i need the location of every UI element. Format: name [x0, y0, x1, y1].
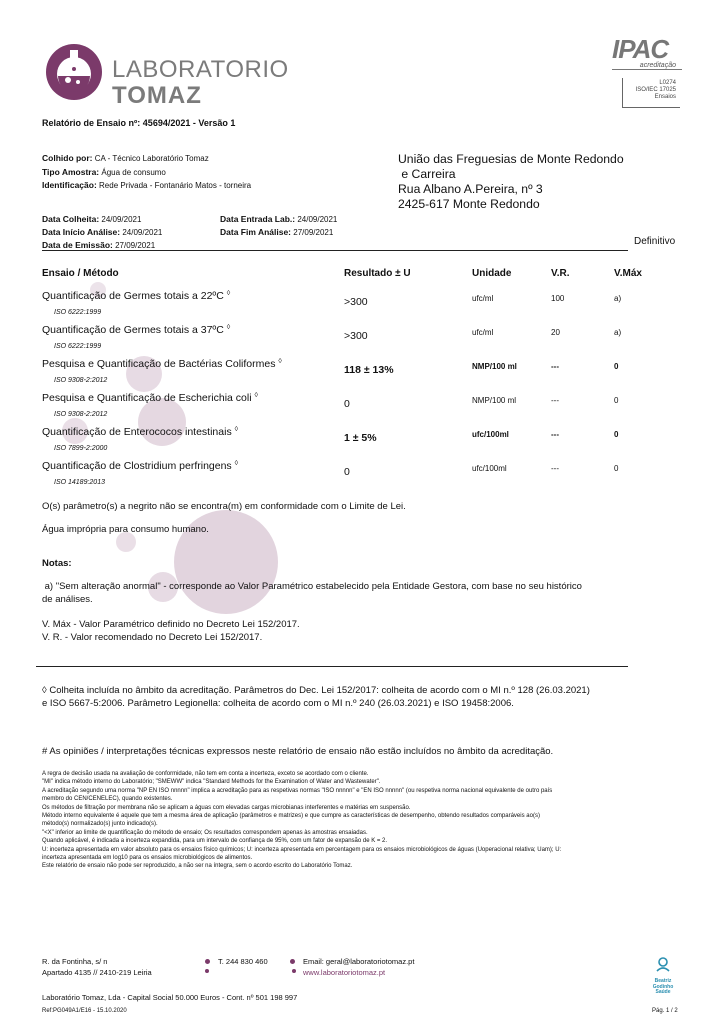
row-parameter — [42, 290, 230, 302]
start-date: 24/09/2021 — [122, 228, 163, 237]
note-vr: V. R. - Valor recomendado no Decreto Lei 152/2017. — [42, 632, 263, 643]
row-result: >300 — [344, 296, 368, 308]
fine-print-line: incerteza apresentada em log10 para os ensaios microbiológicos de alimentos. — [42, 855, 253, 862]
client-line1: União das Freguesias de Monte Redondo — [398, 152, 624, 166]
row-unit: ufc/ml — [472, 294, 494, 303]
table-row — [0, 392, 724, 426]
note-a-line2: de análises. — [42, 594, 93, 605]
fine-print-line: Este relatório de ensaio não pode ser reproduzido, a não ser na íntegra, sem o acordo escrito do Laboratório Tomaz. — [42, 863, 353, 870]
note-a — [42, 580, 632, 606]
collection-date-label: Data Colheita: — [42, 214, 100, 224]
water-verdict: Água imprópria para consumo humano. — [42, 524, 209, 535]
address-line1: R. da Fontinha, s/ n — [42, 957, 108, 966]
page-number: Pág. 1 / 2 — [652, 1008, 678, 1014]
client-line2: e Carreira — [398, 167, 456, 181]
start-date-label: Data Início Análise: — [42, 227, 121, 237]
parameter-name: Quantificação de Clostridium perfringens — [42, 460, 232, 472]
fine-print-line: Os métodos de filtração por membrana não se aplicam a águas com elevadas cargas microbianas interferentes e matérias em suspensão. — [42, 804, 411, 811]
lab-name-line1: LABORATORIO — [112, 56, 289, 83]
address-line2: Apartado 4135 // 2410-219 Leiria — [42, 968, 152, 977]
fine-print-line: Método interno equivalente é aquele que tem a mesma área de aplicação (parâmetros e matrizes) e que cumpre as características de desempenho, obtendo resultados comparáveis ao(s) — [42, 813, 540, 820]
parameter-name: Quantificação de Germes totais a 22ºC — [42, 290, 224, 302]
bullet-icon — [292, 969, 296, 973]
ipac-standard: ISO/IEC 17025 — [635, 87, 676, 93]
client-address — [398, 152, 624, 212]
dates-block — [42, 213, 382, 252]
row-vmax: 0 — [614, 464, 619, 473]
fine-print-line: Quando aplicável, é indicada a incerteza expandida, para um intervalo de confiança de 95%, com um fator de expansão de K = 2. — [42, 838, 388, 845]
row-vmax: 0 — [614, 396, 619, 405]
row-parameter — [42, 324, 230, 336]
row-vmax: a) — [614, 328, 622, 337]
partner-leaf-icon — [654, 956, 672, 974]
footer-phone: T. 244 830 460 — [218, 957, 268, 966]
header-test: Ensaio / Método — [42, 268, 119, 279]
notes-divider — [36, 666, 628, 667]
fine-print — [42, 770, 642, 871]
table-row — [0, 460, 724, 494]
row-method: ISO 6222:1999 — [54, 309, 102, 316]
ipac-brand: IPAC — [612, 34, 669, 64]
parameter-name: Quantificação de Enterococos intestinais — [42, 426, 232, 438]
bullet-icon — [205, 969, 209, 973]
row-unit: NMP/100 ml — [472, 396, 517, 405]
row-result: 118 ± 13% — [344, 364, 394, 376]
report-status: Definitivo — [634, 236, 676, 247]
accreditation-mark: ◊ — [254, 392, 258, 399]
lab-name-line2: TOMAZ — [112, 82, 202, 109]
row-unit: ufc/ml — [472, 328, 494, 337]
row-result: 1 ± 5% — [344, 432, 377, 444]
row-vr: 100 — [551, 294, 565, 303]
row-parameter — [42, 460, 238, 472]
issue-date: 27/09/2021 — [115, 241, 156, 250]
row-vmax: a) — [614, 294, 622, 303]
row-method: ISO 9308-2:2012 — [54, 377, 108, 384]
row-method: ISO 9308-2:2012 — [54, 411, 108, 418]
fine-print-line: método(s) normalizado(s) junto indicado(s). — [42, 821, 158, 828]
partner-name3: Saúde — [655, 989, 671, 995]
end-date: 27/09/2021 — [293, 228, 334, 237]
footer-website[interactable]: www.laboratoriotomaz.pt — [303, 968, 386, 977]
company-info: Laboratório Tomaz, Lda - Capital Social 50.000 Euros - Cont. nº 501 198 997 — [42, 993, 298, 1002]
bullet-icon — [290, 959, 295, 964]
table-row — [0, 358, 724, 392]
sample-info — [42, 152, 251, 193]
parameter-name: Quantificação de Germes totais a 37ºC — [42, 324, 224, 336]
ipac-tagline: acreditação — [612, 62, 682, 70]
row-method: ISO 14189:2013 — [54, 479, 105, 486]
ipac-details-box — [622, 78, 680, 108]
row-vr: --- — [551, 396, 559, 405]
identification-value: Rede Privada - Fontanário Matos - torneira — [99, 181, 252, 190]
entry-date: 24/09/2021 — [297, 215, 338, 224]
entry-date-label: Data Entrada Lab.: — [220, 214, 296, 224]
notes-title: Notas: — [42, 558, 72, 569]
fine-print-line: "MI" indica método interno do Laboratório; "SMEWW" indica "Standard Methods for the Examination of Water and Wastewater". — [42, 779, 381, 786]
fine-print-line: A regra de decisão usada na avaliação de conformidade, não tem em conta a incerteza, exceto se acordado com o cliente. — [42, 771, 369, 777]
row-vr: --- — [551, 464, 559, 473]
row-unit: ufc/100ml — [472, 430, 509, 439]
header-vr: V.R. — [551, 268, 570, 279]
row-method: ISO 6222:1999 — [54, 343, 102, 350]
client-line3: Rua Albano A.Pereira, nº 3 — [398, 182, 543, 196]
accreditation-mark: ◊ — [234, 426, 239, 433]
table-row — [0, 426, 724, 460]
nonconformity-note: O(s) parâmetro(s) a negrito não se encontra(m) em conformidade com o Limite de Lei. — [42, 501, 406, 512]
row-result: >300 — [344, 330, 368, 342]
accreditation-mark: ◊ — [278, 358, 282, 365]
row-unit: NMP/100 ml — [472, 362, 517, 371]
identification-label: Identificação: — [42, 180, 97, 190]
collected-by-label: Colhido por: — [42, 153, 93, 163]
collection-date: 24/09/2021 — [101, 215, 142, 224]
row-vmax: 0 — [614, 430, 619, 439]
sample-type-value: Água de consumo — [101, 167, 166, 177]
parameter-name: Pesquisa e Quantificação de Escherichia coli — [42, 392, 252, 404]
fine-print-line: membro do CEN/CENELEC), quando existentes. — [42, 796, 173, 803]
accreditation-mark: ◊ — [226, 324, 231, 331]
fine-print-line: A acreditação segundo uma norma "NP EN ISO nnnnn" implica a acreditação para as respetivas normas "ISO nnnnn" e "EN ISO nnnnn" (ou respetiva norma nacional equivalente de outro país — [42, 787, 553, 794]
note-vmax: V. Máx - Valor Paramétrico definido no Decreto Lei 152/2017. — [42, 619, 300, 630]
bullet-icon — [205, 959, 210, 964]
sample-type-label: Tipo Amostra: — [42, 166, 100, 177]
header-result: Resultado ± U — [344, 268, 411, 279]
footer-email[interactable]: Email: geral@laboratoriotomaz.pt — [303, 957, 415, 966]
accreditation-note-line2: e ISO 5667-5:2006. Parâmetro Legionella: colheita de acordo com o MI n.º 240 (26.03.2021) e ISO 19458:2006. — [42, 698, 514, 709]
note-a-line1: a) "Sem alteração anormal" - corresponde ao Valor Paramétrico estabelecido pela Entidade Gestora, com base no seu histórico — [42, 581, 582, 592]
collected-by-value: CA - Técnico Laboratório Tomaz — [94, 154, 209, 163]
row-result: 0 — [344, 398, 350, 410]
ipac-code: L0274 — [659, 80, 676, 86]
table-row — [0, 290, 724, 324]
document-ref: Ref:PG049A1/E16 - 15.10.2020 — [42, 1008, 127, 1014]
fine-print-line: U: incerteza apresentada em valor absoluto para os ensaios físico químicos; U: incerteza apresentada em percentagem para os ensaios microbiológicos de águas (Uoperacional relativa; Uam); U: — [42, 846, 562, 853]
report-title: Relatório de Ensaio nº: 45694/2021 - Versão 1 — [42, 118, 236, 128]
client-line4: 2425-617 Monte Redondo — [398, 197, 540, 211]
header-divider — [42, 250, 628, 251]
row-vr: --- — [551, 430, 559, 439]
header-unit: Unidade — [472, 268, 512, 279]
footer-address — [42, 956, 152, 978]
laboratorio-tomaz-logo-icon — [44, 42, 104, 102]
accreditation-note — [42, 684, 590, 710]
accreditation-mark: ◊ — [226, 290, 231, 297]
opinions-note: # As opiniões / interpretações técnicas expressos neste relatório de ensaio não estão incluídos no âmbito da acreditação. — [42, 746, 554, 757]
partner-logo — [646, 956, 680, 996]
issue-date-label: Data de Emissão: — [42, 240, 113, 250]
accreditation-mark: ◊ — [234, 460, 239, 467]
partner-name2: Godinho — [652, 983, 674, 990]
partner-name1: Beatriz — [654, 978, 672, 984]
row-vr: --- — [551, 362, 559, 371]
row-parameter — [42, 358, 282, 370]
row-unit: ufc/100ml — [472, 464, 507, 473]
header-vmax: V.Máx — [614, 268, 642, 279]
accreditation-note-line1: ◊ Colheita incluída no âmbito da acreditação. Parâmetros do Dec. Lei 152/2017: colheita de acordo com o MI n.º 128 (26.03.2021) — [42, 685, 590, 696]
row-vmax: 0 — [614, 362, 619, 371]
row-result: 0 — [344, 466, 350, 478]
row-parameter — [42, 392, 258, 404]
row-vr: 20 — [551, 328, 560, 337]
fine-print-line: "<X" inferior ao limite de quantificação do método de ensaio; Os resultados correspondem apenas às amostras ensaiadas. — [42, 829, 368, 836]
row-parameter — [42, 426, 238, 438]
ipac-scope: Ensaios — [654, 94, 676, 100]
end-date-label: Data Fim Análise: — [220, 227, 292, 237]
row-method: ISO 7899-2:2000 — [54, 445, 108, 452]
parameter-name: Pesquisa e Quantificação de Bactérias Coliformes — [42, 358, 276, 370]
table-row — [0, 324, 724, 358]
